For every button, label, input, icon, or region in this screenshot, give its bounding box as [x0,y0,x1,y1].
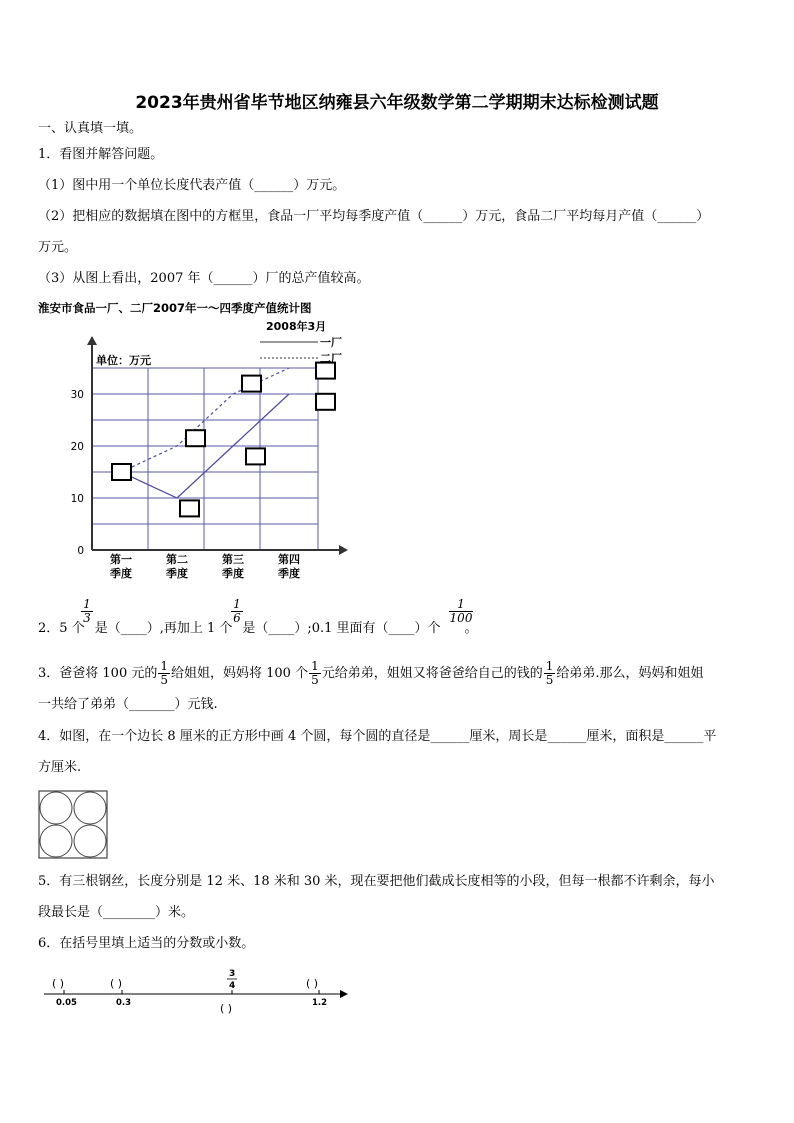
x-tick-label: 季度 [222,567,244,580]
value-box [316,394,335,410]
fraction-one-hundredth: 1 100 [449,597,473,625]
x-tick-label: 季度 [278,567,300,580]
x-tick-label: 第一 [110,553,132,566]
value-box [316,363,335,379]
question-1-part-1: （1）图中用一个单位长度代表产值（______）万元。 [38,178,346,193]
question-1-part-2: （2）把相应的数据填在图中的方框里，食品一厂平均每季度产值（______）万元，食品二厂平均每月产值（______） [38,209,710,224]
line-chart [30,298,390,588]
page-title: 2023年贵州省毕节地区纳雍县六年级数学第二学期期末达标检测试题 [135,93,659,113]
fraction-one-fifth: $\frac{1}{5}$ [160,659,168,687]
value-box [112,464,131,480]
y-tick-label: 30 [70,389,84,401]
section-heading: 一、认真填一填。 [38,121,143,136]
fraction-one-sixth: 1 6 [231,598,243,625]
legend-label: 二厂 [320,352,342,365]
numberline-mark: 0.3 [116,998,132,1008]
numberline-mark: 1.2 [312,998,328,1008]
question-1-stem: 1．看图并解答问题。 [38,147,164,162]
question-6-stem: 6．在括号里填上适当的分数或小数。 [38,936,255,951]
question-5-line-2: 段最长是（________）米。 [38,905,195,920]
numberline-blank: ( ) [220,1002,233,1015]
question-5-line-1: 5．有三根钢丝，长度分别是 12 米、18 米和 30 米，现在要把他们截成长度相等的小段，但每一根都不许剩余，每小 [38,874,715,889]
y-tick-label: 10 [70,493,84,505]
fraction-one-fifth: $\frac{1}{5}$ [311,659,319,687]
chart-title: 淮安市食品一厂、二厂2007年一～四季度产值统计图 [38,301,312,315]
value-box [242,376,261,392]
value-box [186,430,205,446]
y-tick-label: 20 [70,441,84,453]
legend-label: 一厂 [320,336,342,349]
x-axis-arrow [339,545,348,555]
fraction-one-third: 1 3 [81,598,93,625]
numberline-blank: ( ) [306,977,319,990]
question-4-line-1: 4．如图，在一个边长 8 厘米的正方形中画 4 个圆，每个圆的直径是______厘米，周长是______厘米，面积是______平 [38,729,717,744]
numberline-fraction-num: 3 [229,969,236,979]
numberline-blank: ( ) [52,977,65,990]
question-2: 2．5 个 是（____）,再加上 1 个 是（____）;0.1 里面有（____）个 。 [38,621,478,636]
question-3-line-2: 一共给了弟弟（_______）元钱. [38,697,218,712]
numberline-fraction-den: 4 [229,981,236,991]
x-tick-label: 季度 [110,567,132,580]
question-1-part-2-cont: 万元。 [38,240,78,255]
square-with-four-circles [38,790,110,860]
numberline-mark: 0.05 [56,998,77,1008]
fraction-one-fifth: $\frac{1}{5}$ [545,659,554,687]
x-tick-label: 第二 [166,553,188,566]
question-4-line-2: 方厘米. [38,760,82,775]
number-line [38,966,358,1016]
value-box [180,500,199,516]
x-tick-label: 第三 [222,553,244,566]
y-tick-label: 0 [77,545,84,557]
chart-subtitle: 2008年3月 [266,320,327,333]
x-tick-label: 季度 [166,567,188,580]
question-1-part-3: （3）从图上看出，2007 年（______）厂的总产值较高。 [38,271,370,286]
question-3-line-1: 3．爸爸将 100 元的 $\frac{1}{5}$ 给姐姐，妈妈将 100 个 $\frac{1}{5}$ 元给弟弟，姐姐又将爸爸给自己的钱的 $\frac{1}{5}$ 给弟弟.那么，妈妈和姐姐 [38,659,704,687]
unit-label: 单位：万元 [96,354,151,367]
x-tick-label: 第四 [278,553,300,566]
numberline-blank: ( ) [110,977,123,990]
value-box [246,448,265,464]
y-axis-arrow [87,336,97,345]
